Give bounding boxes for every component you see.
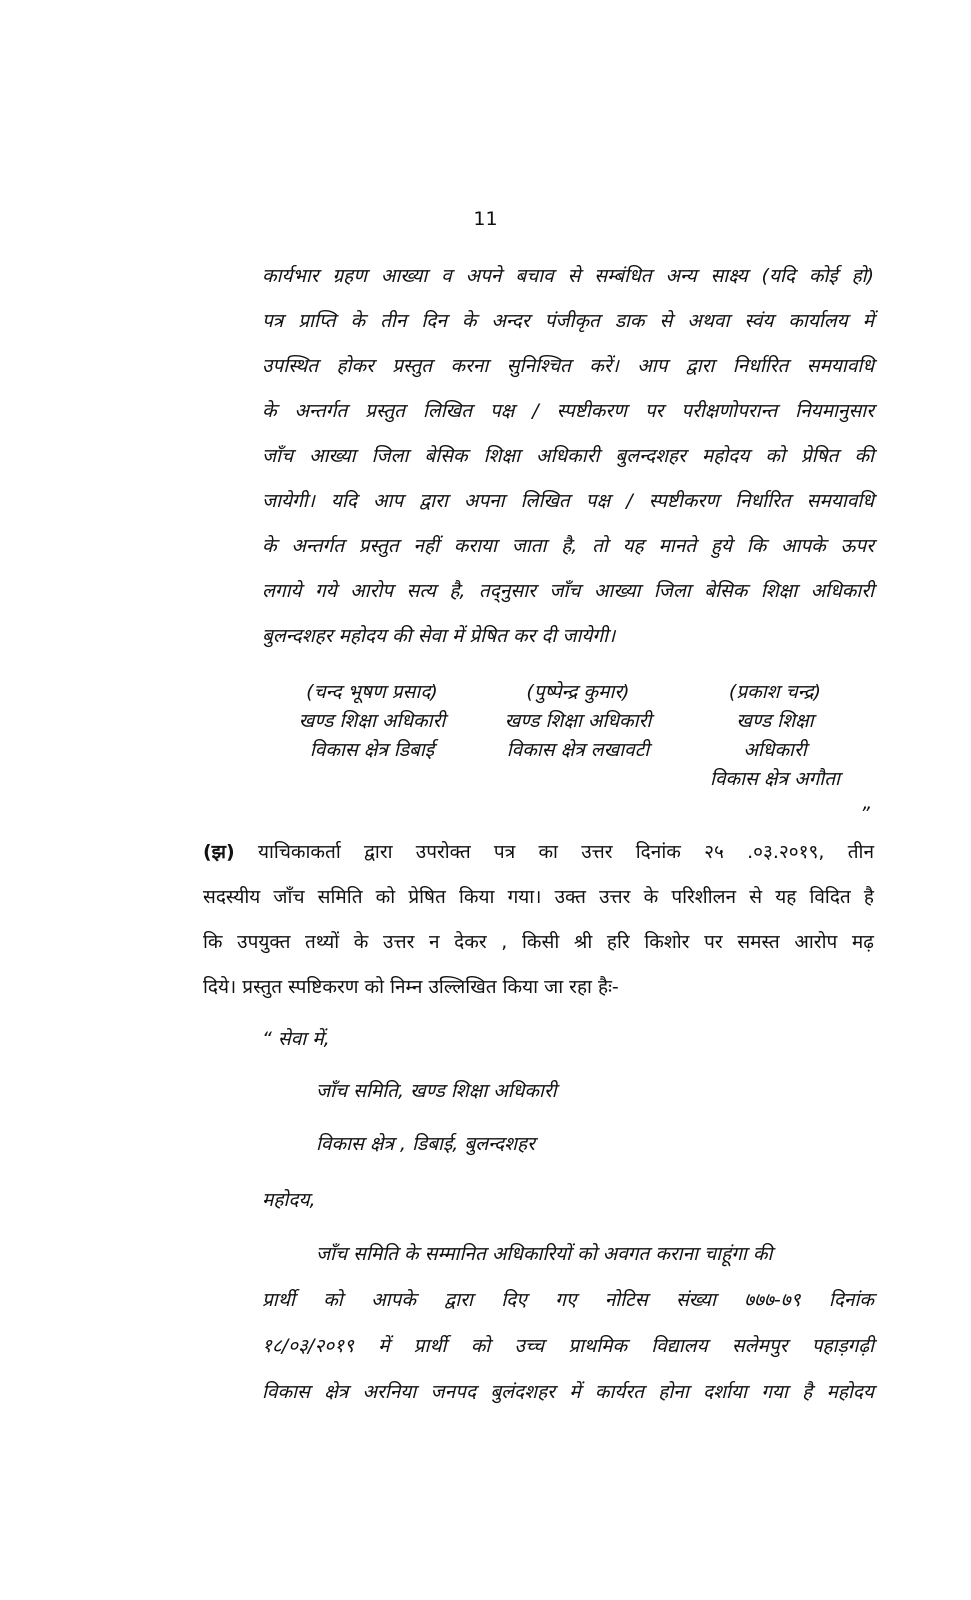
letter-body-line: १८/०३/२०१९ में प्रार्थी को उच्च प्राथमिक विद्यालय सलेमपुर पहाड़गढ़ी	[262, 1335, 874, 1357]
notice-line: कार्यभार ग्रहण आख्या व अपने बचाव से सम्बंधित अन्य साक्ष्य (यदि कोई हो)	[262, 265, 874, 287]
paragraph-text: याचिकाकर्ता द्वारा उपरोक्त पत्र का उत्तर दिनांक २५ .०३.२०१९, तीन	[257, 841, 875, 863]
letter-body-line: विकास क्षेत्र अरनिया जनपद बुलंदशहर में कार्यरत होना दर्शाया गया है महोदय	[262, 1381, 874, 1403]
letter-body-line: प्रार्थी को आपके द्वारा दिए गए नोटिस संख्या ७७७-७९ दिनांक	[262, 1289, 874, 1311]
paragraph-line: कि उपयुक्त तथ्यों के उत्तर न देकर , किसी श्री हरि किशोर पर समस्त आरोप मढ़	[203, 931, 874, 953]
signatory-designation: खण्ड शिक्षा अधिकारी	[504, 710, 652, 732]
notice-line: के अन्तर्गत प्रस्तुत लिखित पक्ष / स्पष्टीकरण पर परीक्षणोपरान्त नियमानुसार	[262, 400, 874, 422]
page-number: 11	[473, 208, 498, 230]
closing-quote-mark: ”	[860, 803, 870, 825]
notice-line: बुलन्दशहर महोदय की सेवा में प्रेषित कर दी जायेगी।	[262, 625, 616, 647]
signatory-office: विकास क्षेत्र लखावटी	[506, 739, 650, 761]
signatory-block	[488, 678, 668, 765]
paragraph-first-line	[203, 838, 874, 864]
signatory-block	[690, 678, 860, 794]
signatory-name: (पुष्पेन्द्र कुमार)	[526, 681, 630, 703]
signatory-name: (चन्द भूषण प्रसाद)	[306, 681, 438, 703]
letter-greeting: महोदय,	[262, 1189, 316, 1211]
signatory-designation: खण्ड शिक्षा	[736, 710, 814, 732]
signatory-name: (प्रकाश चन्द्र)	[728, 681, 822, 703]
notice-line: पत्र प्राप्ति के तीन दिन के अन्दर पंजीकृत डाक से अथवा स्वंय कार्यालय में	[262, 310, 874, 332]
paragraph-line: सदस्यीय जाँच समिति को प्रेषित किया गया। उक्त उत्तर के परिशीलन से यह विदित है	[203, 886, 874, 908]
notice-line: के अन्तर्गत प्रस्तुत नहीं कराया जाता है, तो यह मानते हुये कि आपके ऊपर	[262, 535, 874, 557]
signatory-office: विकास क्षेत्र अगौता	[710, 768, 840, 790]
paragraph-line: दिये। प्रस्तुत स्पष्टिकरण को निम्न उल्लिखित किया जा रहा हैः-	[203, 976, 619, 998]
letter-addressee: जाँच समिति, खण्ड शिक्षा अधिकारी	[316, 1080, 557, 1102]
signatory-office: विकास क्षेत्र डिबाई	[309, 739, 435, 761]
signatory-designation: खण्ड शिक्षा अधिकारी	[298, 710, 446, 732]
letter-addressee: विकास क्षेत्र , डिबाई, बुलन्दशहर	[316, 1133, 535, 1155]
notice-line: लगाये गये आरोप सत्य है, तद्नुसार जाँच आख्या जिला बेसिक शिक्षा अधिकारी	[262, 580, 874, 602]
notice-line: उपस्थित होकर प्रस्तुत करना सुनिश्चित करें। आप द्वारा निर्धारित समयावधि	[262, 355, 874, 377]
notice-line: जाँच आख्या जिला बेसिक शिक्षा अधिकारी बुलन्दशहर महोदय को प्रेषित की	[262, 445, 874, 467]
signatory-block	[282, 678, 462, 765]
notice-line: जायेगी। यदि आप द्वारा अपना लिखित पक्ष / स्पष्टीकरण निर्धारित समयावधि	[262, 490, 874, 512]
letter-body-line: जाँच समिति के सम्मानित अधिकारियों को अवगत कराना चाहूंगा की	[316, 1243, 773, 1265]
letter-salutation: “ सेवा में,	[262, 1028, 330, 1050]
paragraph-label: (झ)	[203, 841, 235, 863]
signatory-designation: अधिकारी	[743, 739, 807, 761]
